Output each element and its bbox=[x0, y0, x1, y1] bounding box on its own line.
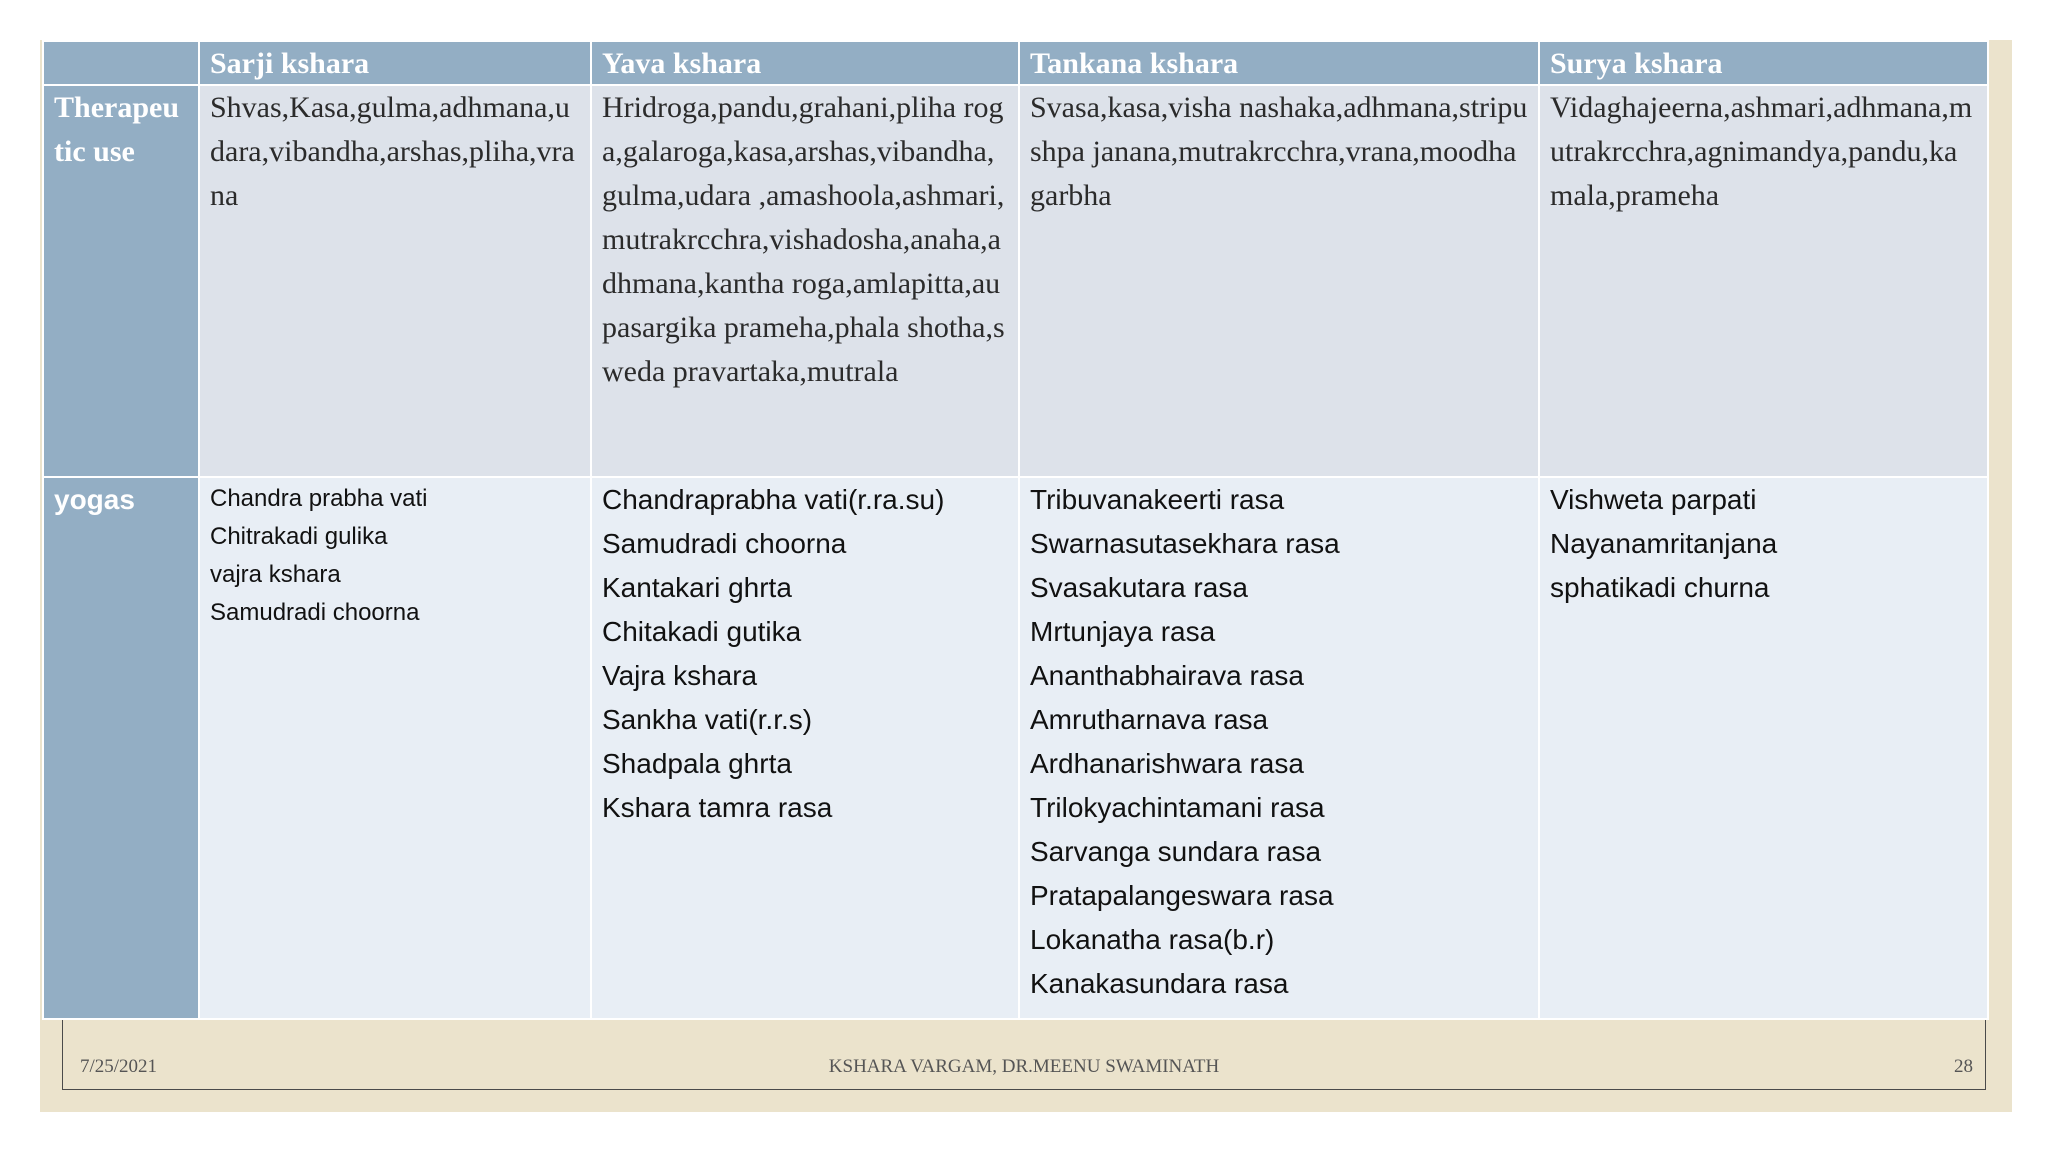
list-item: Ardhanarishwara rasa bbox=[1030, 748, 1304, 779]
list-item: Samudradi choorna bbox=[210, 599, 420, 626]
list-item: Kanakasundara rasa bbox=[1030, 968, 1289, 999]
cell-yava-therapeutic-use: Hridroga,pandu,grahani,pliha roga,galaroga,kasa,arshas,vibandha,gulma,udara ,amashoola,ashmari,mutrakrcchra,vishadosha,anaha,adhmana,kantha roga,amlapitta,aupasargika prameha,phala shotha,sweda pravartaka,mutrala bbox=[591, 85, 1019, 477]
header-corner-cell bbox=[43, 41, 199, 85]
header-surya-kshara: Surya kshara bbox=[1539, 41, 1988, 85]
list-item: Ananthabhairava rasa bbox=[1030, 660, 1304, 691]
list-item: Chitakadi gutika bbox=[602, 616, 802, 647]
table-header-row bbox=[43, 41, 1988, 85]
list-item: Chandra prabha vati bbox=[210, 485, 428, 512]
row-label-yogas: yogas bbox=[43, 477, 199, 1019]
cell-surya-therapeutic-use: Vidaghajeerna,ashmari,adhmana,mutrakrcchra,agnimandya,pandu,kamala,prameha bbox=[1539, 85, 1988, 477]
list-item: sphatikadi churna bbox=[1550, 572, 1770, 603]
table-row-yogas bbox=[43, 477, 1988, 1019]
list-item: Sankha vati(r.r.s) bbox=[602, 704, 813, 735]
list-item: Vishweta parpati bbox=[1550, 484, 1757, 515]
list-item: Vajra kshara bbox=[602, 660, 758, 691]
header-tankana-kshara: Tankana kshara bbox=[1019, 41, 1539, 85]
footer-date: 7/25/2021 bbox=[80, 1056, 158, 1077]
cell-yava-yogas bbox=[591, 477, 1019, 1019]
kshara-comparison-table bbox=[42, 40, 1989, 1020]
list-item: Chandraprabha vati(r.ra.su) bbox=[602, 484, 945, 515]
list-item: Samudradi choorna bbox=[602, 528, 847, 559]
list-item: Kantakari ghrta bbox=[602, 572, 792, 603]
cell-sarji-yogas bbox=[199, 477, 591, 1019]
kshara-table-container bbox=[42, 40, 1987, 1020]
header-yava-kshara: Yava kshara bbox=[591, 41, 1019, 85]
cell-tankana-therapeutic-use: Svasa,kasa,visha nashaka,adhmana,stripushpa janana,mutrakrcchra,vrana,moodhagarbha bbox=[1019, 85, 1539, 477]
list-item: Kshara tamra rasa bbox=[602, 792, 833, 823]
list-item: Nayanamritanjana bbox=[1550, 528, 1778, 559]
row-label-therapeutic-use: Therapeutic use bbox=[43, 85, 199, 477]
list-item: Trilokyachintamani rasa bbox=[1030, 792, 1325, 823]
list-item: Lokanatha rasa(b.r) bbox=[1030, 924, 1275, 955]
list-item: Tribuvanakeerti rasa bbox=[1030, 484, 1285, 515]
list-item: vajra kshara bbox=[210, 561, 341, 588]
slide-footer bbox=[0, 1056, 2048, 1086]
list-item: Swarnasutasekhara rasa bbox=[1030, 528, 1340, 559]
table-row-therapeutic-use bbox=[43, 85, 1988, 477]
list-item: Sarvanga sundara rasa bbox=[1030, 836, 1322, 867]
list-item: Mrtunjaya rasa bbox=[1030, 616, 1216, 647]
list-item: Svasakutara rasa bbox=[1030, 572, 1248, 603]
list-item: Chitrakadi gulika bbox=[210, 523, 388, 550]
footer-title: KSHARA VARGAM, DR.MEENU SWAMINATH bbox=[828, 1056, 1220, 1077]
list-item: Pratapalangeswara rasa bbox=[1030, 880, 1334, 911]
header-sarji-kshara: Sarji kshara bbox=[199, 41, 591, 85]
cell-tankana-yogas bbox=[1019, 477, 1539, 1019]
list-item: Amrutharnava rasa bbox=[1030, 704, 1269, 735]
list-item: Shadpala ghrta bbox=[602, 748, 792, 779]
cell-sarji-therapeutic-use: Shvas,Kasa,gulma,adhmana,udara,vibandha,arshas,pliha,vrana bbox=[199, 85, 591, 477]
footer-page-number: 28 bbox=[1954, 1056, 1973, 1077]
cell-surya-yogas bbox=[1539, 477, 1988, 1019]
